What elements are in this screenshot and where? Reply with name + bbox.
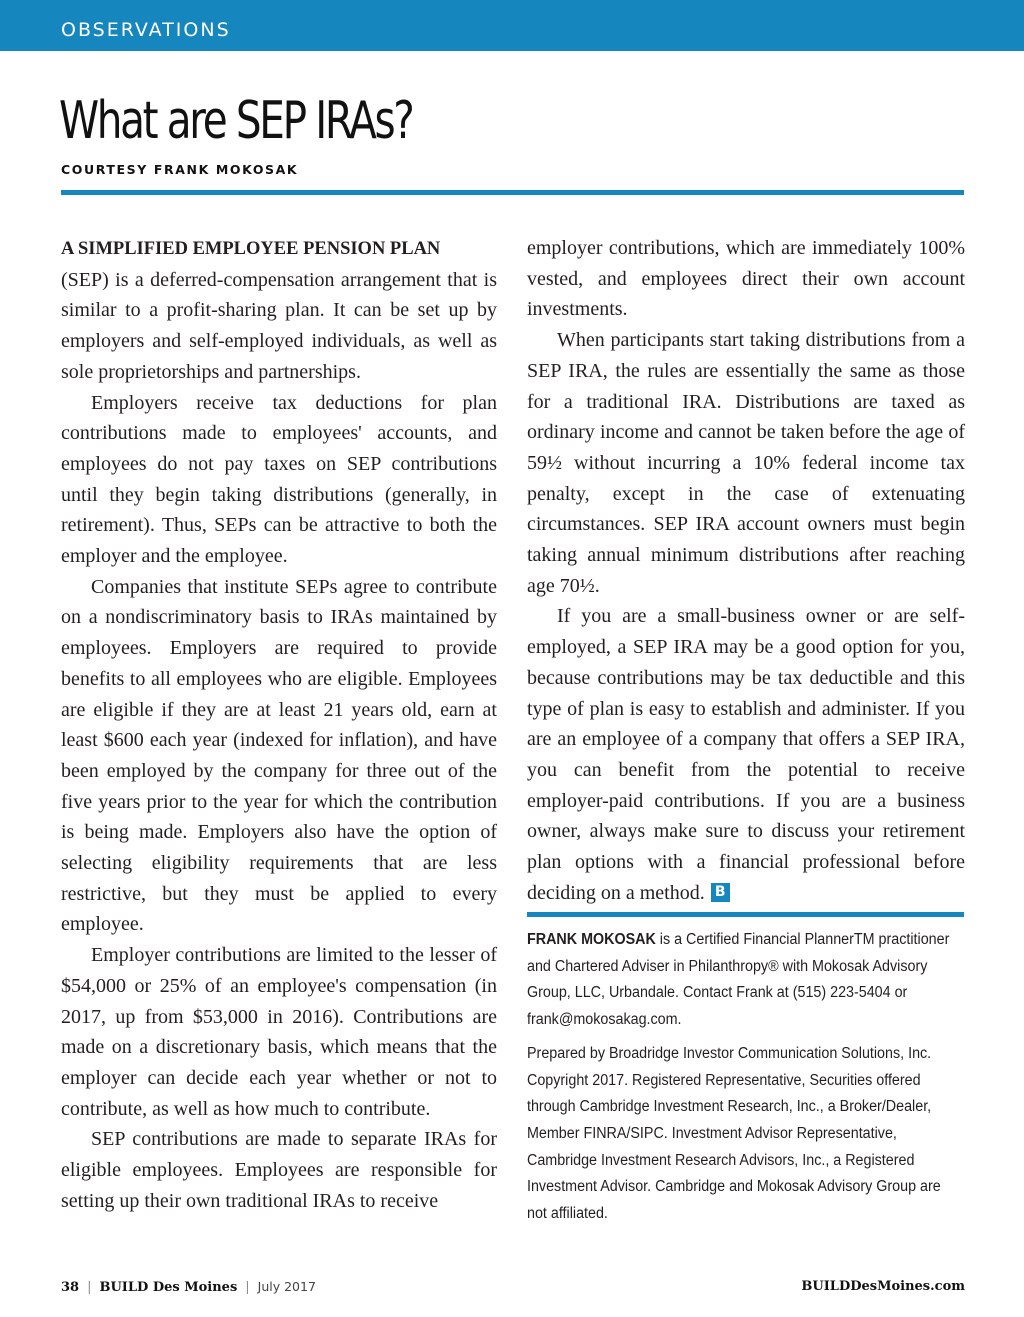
website-link[interactable]: BUILDDesMoines.com bbox=[801, 1279, 965, 1294]
disclosure-paragraph: Prepared by Broadridge Investor Communication Solutions, Inc. Copyright 2017. Registered Representative, Securities offered through Cambridge Investment Research, Inc., a Broker/Dealer, Member FINRA/SIPC. Investment Advisor Representative, Cambridge Investment Research Advisors, Inc., a Registered Investment Advisor. Cambridge and Mokosak Advisory Group are not affiliated. bbox=[527, 1044, 941, 1223]
footer-separator: | bbox=[87, 1280, 92, 1295]
article-paragraph: Employers receive tax deductions for plan contributions made to employees' accounts, and employees do not pay taxes on SEP contributions until they begin taking distributions (generally, in retirement). Thus, SEPs can be attractive to both the employer and the employee. bbox=[61, 391, 497, 568]
bio-divider bbox=[527, 912, 964, 917]
page-title: What are SEP IRAs? bbox=[59, 91, 413, 151]
footer-separator: | bbox=[245, 1280, 250, 1295]
page-footer bbox=[61, 1279, 965, 1299]
article-column-left bbox=[61, 233, 497, 1217]
byline: COURTESY FRANK MOKOSAK bbox=[61, 162, 299, 177]
bio-text: is a Certified Financial PlannerTM practitioner and Chartered Adviser in Philanthropy® with Mokosak Advisory Group, LLC, Urbandale. Contact Frank at (515) 223-5404 or frank@mokosakag.com. bbox=[527, 931, 950, 1029]
paragraph-text: If you are a small-business owner or are self-employed, a SEP IRA may be a good option for you, because contributions may be tax deductible and this type of plan is easy to establish and administer. If you are an employee of a company that offers a SEP IRA, you can benefit from the potential to receive employer-paid contributions. If you are a business owner, always make sure to discuss your retirement plan options with a financial professional before deciding on a method. bbox=[527, 605, 965, 904]
lead-in: A SIMPLIFIED EMPLOYEE PENSION PLAN bbox=[61, 239, 441, 259]
author-name: FRANK MOKOSAK bbox=[527, 931, 656, 948]
article-paragraph bbox=[527, 601, 965, 908]
article-paragraph: Companies that institute SEPs agree to contribute on a nondiscriminatory basis to IRAs maintained by employees. Employers are required to provide benefits to all employees who are eligible. Employees are eligible if they are at least 21 years old, earn at least $600 each year (indexed for inflation), and have been employed by the company for three out of the five years prior to the year for which the contribution is being made. Employers also have the option of selecting eligibility requirements that are less restrictive, but they must be applied to every employee. bbox=[61, 575, 497, 936]
paragraph-text: (SEP) is a deferred-compensation arrangement that is similar to a profit-sharing plan. It can be set up by employers and self-employed individuals, as well as sole proprietorships and partnerships. bbox=[61, 268, 497, 383]
bio-paragraph bbox=[527, 927, 964, 1034]
article-paragraph: When participants start taking distributions from a SEP IRA, the rules are essentially the same as those for a traditional IRA. Distributions are taxed as ordinary income and cannot be taken before the age of 59½ without incurring a 10% federal income tax penalty, except in the case of extenuating circumstances. SEP IRA account owners must begin taking annual minimum distributions after reaching age 70½. bbox=[527, 329, 965, 597]
article-paragraph bbox=[61, 233, 497, 388]
end-mark-icon: B bbox=[711, 883, 730, 902]
section-label: OBSERVATIONS bbox=[61, 19, 231, 41]
issue-date: July 2017 bbox=[257, 1279, 316, 1294]
article-column-right bbox=[527, 233, 965, 908]
page-number: 38 bbox=[61, 1280, 80, 1295]
article-paragraph: Employer contributions are limited to the lesser of $54,000 or 25% of an employee's compensation (in 2017, up from $53,000 in 2016). Contributions are made on a discretionary basis, which means that the employer can decide each year whether or not to contribute, as well as how much to contribute. bbox=[61, 944, 497, 1120]
title-divider bbox=[61, 190, 964, 195]
article-paragraph-continued: employer contributions, which are immediately 100% vested, and employees direct their own account investments. bbox=[527, 237, 965, 321]
publication-name: BUILD Des Moines bbox=[99, 1280, 238, 1295]
author-bio bbox=[527, 927, 950, 1235]
article-paragraph: SEP contributions are made to separate IRAs for eligible employees. Employees are responsible for setting up their own traditional IRAs to receive bbox=[61, 1128, 497, 1212]
